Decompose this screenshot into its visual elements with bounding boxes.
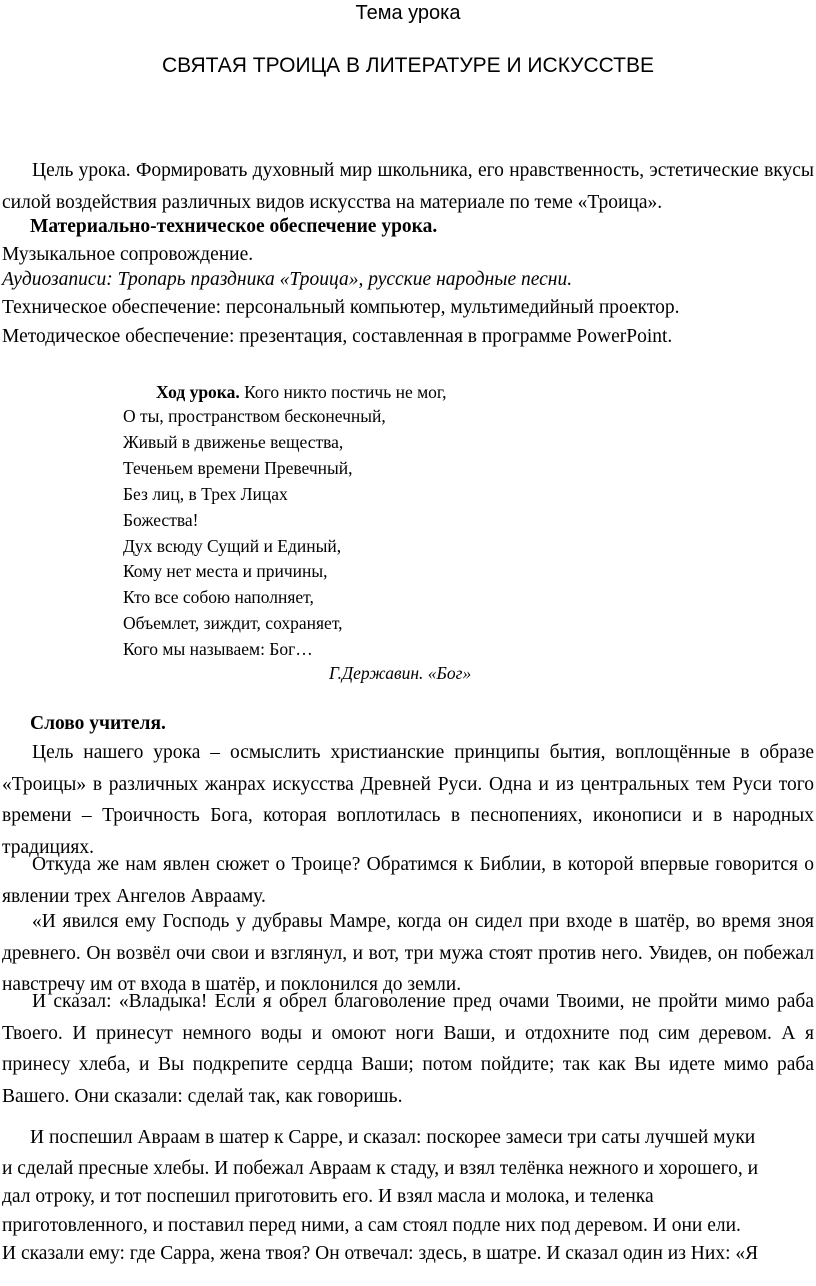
poem-attribution: Г.Державин. «Бог» (329, 663, 472, 683)
course-heading: Ход урока. (156, 382, 240, 402)
materials-heading: Материально-техническое обеспечение урока. (30, 216, 438, 237)
poem-first-line: Ход урока. Кого никто постичь не мог, (156, 382, 447, 402)
poem-line: Кому нет места и причины, (123, 561, 328, 582)
poem-line: Без лиц, в Трех Лицах (123, 483, 288, 504)
poem-line: Объемлет, зиждит, сохраняет, (123, 613, 343, 634)
teacher-heading: Слово учителя. (30, 713, 166, 734)
materials-music: Музыкальное сопровождение. (2, 244, 254, 265)
poem-line: Кого мы называем: Бог… (123, 639, 313, 660)
scripture-paragraph-2: И сказал: «Владыка! Если я обрел благоволение пред очами Твоими, не пройти мимо раба Твоего. И принесут немного воды и омоют ноги Ваши, и отдохните под сим деревом. А я принесу хлеба, и Вы подкрепите сердца Ваши; потом пойдите; так как Вы идете мимо раба Вашего. Они сказали: сделай так, как говоришь. (2, 991, 814, 1107)
scripture-line: И поспешил Авраам в шатер к Сарре, и сказал: поскорее замеси три саты лучшей муки (30, 1127, 756, 1148)
scripture-paragraph-1: «И явился ему Господь у дубравы Мамре, когда он сидел при входе в шатёр, во время зноя древнего. Он возвёл очи свои и взглянул, и вот, три мужа стоят против него. Увидев, он побежал навстречу им от входа в шатёр, и поклонился до земли. (2, 911, 814, 995)
teacher-paragraph-2: Откуда же нам явлен сюжет о Троице? Обратимся к Библии, в которой впервые говорится о явлении трех Ангелов Аврааму. (2, 854, 814, 907)
scripture-line: и сделай пресные хлебы. И побежал Авраам к стаду, и взял телёнка нежного и хорошего, и (2, 1158, 759, 1179)
poem-line: Божества! (123, 509, 199, 530)
materials-technical: Техническое обеспечение: персональный компьютер, мультимедийный проектор. (2, 297, 680, 318)
scripture-line: И сказали ему: где Сарра, жена твоя? Он отвечал: здесь, в шатре. И сказал один из Них: «Я (2, 1243, 759, 1264)
poem-line: О ты, пространством бесконечный, (123, 406, 386, 426)
lesson-title: СВЯТАЯ ТРОИЦА В ЛИТЕРАТУРЕ И ИСКУССТВЕ (162, 54, 654, 77)
scripture-line: дал отроку, и тот поспешил приготовить его. И взял масла и молока, и теленка (2, 1186, 654, 1207)
teacher-paragraph-1: Цель нашего урока – осмыслить христианские принципы бытия, воплощённые в образе «Троицы» в различных жанрах искусства Древней Руси. Одна и из центральных тем Руси того времени – Троичность Бога, которая воплотилась в песнопениях, иконописи и в народных традициях. (2, 742, 814, 858)
poem-line: Дух всюду Сущий и Единый, (123, 535, 342, 556)
poem-line: Кто все собою наполняет, (123, 587, 314, 608)
lesson-label: Тема урока (355, 2, 461, 24)
scripture-line: приготовленного, и поставил перед ними, а сам стоял подле них под деревом. И они ели. (2, 1215, 741, 1236)
lesson-goal: Цель урока. Формировать духовный мир школьника, его нравственность, эстетические вкусы силой воздействия различных видов искусства на материале по теме «Троица». (2, 160, 814, 213)
poem-line: Живый в движенье вещества, (123, 431, 344, 452)
poem (123, 404, 386, 663)
materials-methodical: Методическое обеспечение: презентация, составленная в программе PowerPoint. (2, 326, 673, 347)
poem-line: Теченьем времени Превечный, (123, 457, 353, 478)
materials-audio: Аудиозаписи: Тропарь праздника «Троица», русские народные песни. (2, 269, 573, 290)
